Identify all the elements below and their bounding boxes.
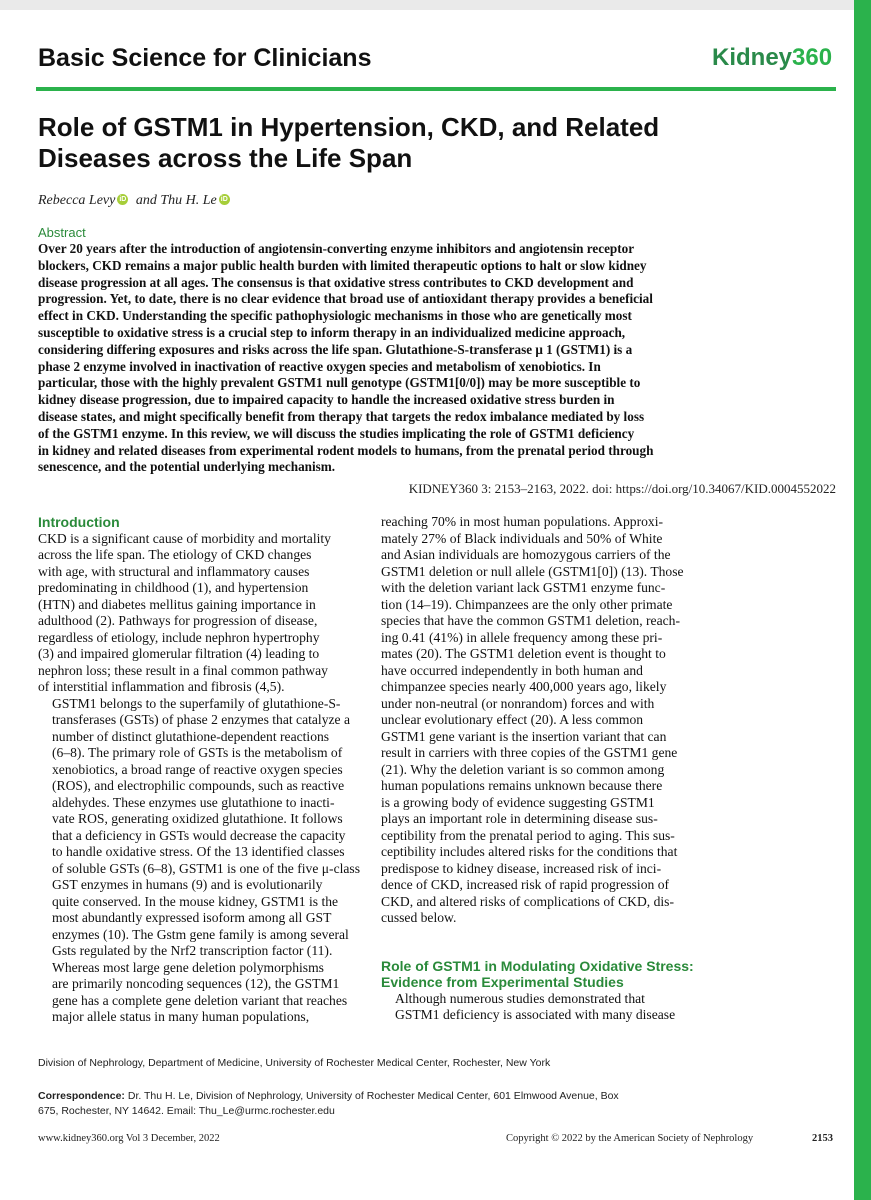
abstract-line: Over 20 years after the introduction of angiotensin-converting enzyme inhibitors and angiotensin receptor [38, 241, 635, 256]
text-line: adulthood (2). Pathways for progression of disease, [38, 613, 318, 628]
text-line: (ROS), and electrophilic compounds, such as reactive [52, 778, 345, 793]
correspondence-line-2: 675, Rochester, NY 14642. Email: Thu_Le@urmc.rochester.edu [38, 1104, 335, 1117]
text-line: with age, with structural and inflammatory causes [38, 563, 310, 579]
text-line: mates (20). The GSTM1 deletion event is thought to [381, 646, 666, 661]
text-line: are primarily noncoding sequences (12), the GSTM1 [52, 976, 340, 991]
text-line: (6–8). The primary role of GSTs is the metabolism of [52, 745, 343, 760]
section-label: Basic Science for Clinicians [38, 44, 372, 72]
text-line: vate ROS, generating oxidized glutathione. It follows [52, 811, 343, 826]
abstract-heading: Abstract [38, 225, 86, 240]
text-line: that a deficiency in GSTs would decrease the capacity [52, 827, 346, 843]
text-line: Whereas most large gene deletion polymorphisms [52, 959, 324, 975]
text-line: (21). Why the deletion variant is so common among [381, 761, 665, 777]
text-line: human populations remains unknown because there [381, 778, 663, 793]
abstract-line: kidney disease progression, due to impaired capacity to handle the increased oxidative stress burden in [38, 392, 615, 408]
section-heading-oxidative-stress: Role of GSTM1 in Modulating Oxidative Stress: [381, 957, 694, 974]
text-line: nephron loss; these result in a final common pathway [38, 662, 328, 678]
text-line: of interstitial inflammation and fibrosis (4,5). [38, 679, 285, 694]
text-line: across the life span. The etiology of CKD changes [38, 547, 312, 562]
text-line: plays an important role in determining disease sus- [381, 811, 658, 826]
title-line-1: Role of GSTM1 in Hypertension, CKD, and Related [38, 112, 660, 142]
abstract-line: of the GSTM1 enzyme. In this review, we will discuss the studies implicating the role of GSTM1 deficiency [38, 425, 635, 441]
abstract-line: considering differing exposures and risks across the life span. Glutathione-S-transferase μ 1 (GSTM1) is a [38, 341, 633, 357]
abstract-line: particular, those with the highly prevalent GSTM1 null genotype (GSTM1[0/0]) may be more susceptible to [38, 375, 641, 391]
text-line: quite conserved. In the mouse kidney, GSTM1 is the [52, 893, 339, 909]
title-line-2: Diseases across the Life Span [38, 143, 413, 173]
text-line: result in carriers with three copies of the GSTM1 gene [381, 745, 678, 760]
author-name: Rebecca Levy [38, 193, 116, 208]
text-line: of soluble GSTs (6–8), GSTM1 is one of the five μ-class [52, 860, 361, 876]
text-line: with the deletion variant lack GSTM1 enzyme func- [381, 580, 666, 595]
text-line: tion (14–19). Chimpanzees are the only other primate [381, 596, 673, 612]
text-line: gene has a complete gene deletion variant that reaches [52, 992, 348, 1008]
header-rule [36, 87, 836, 91]
text-line: (3) and impaired glomerular filtration (4) leading to [38, 646, 320, 661]
body-column-right [381, 514, 707, 1024]
text-line: Although numerous studies demonstrated that [395, 990, 645, 1006]
logo-suffix: 360 [792, 44, 833, 71]
text-line: enzymes (10). The Gstm gene family is among several [52, 926, 349, 942]
correspondence-note [38, 1089, 678, 1118]
abstract-line: in kidney and related diseases from experimental rodent models to humans, from the prenatal period through [38, 442, 654, 458]
orcid-icon[interactable]: iD [220, 196, 228, 204]
copyright-notice: Copyright © 2022 by the American Society of Nephrology [506, 1133, 754, 1144]
journal-info: www.kidney360.org Vol 3 December, 2022 [38, 1133, 220, 1144]
text-line: most abundantly expressed isoform among all GST [52, 910, 332, 925]
article-citation: KIDNEY360 3: 2153–2163, 2022. doi: https://doi.org/10.34067/KID.0004552022 [408, 481, 836, 496]
paragraph [38, 531, 364, 696]
text-line: GSTM1 belongs to the superfamily of glutathione-S- [52, 695, 341, 711]
text-line: number of distinct glutathione-dependent reactions [52, 728, 330, 744]
text-line: dence of CKD, increased risk of rapid progression of [381, 877, 670, 892]
text-line: Gsts regulated by the Nrf2 transcription factor (11). [52, 943, 333, 958]
journal-side-bar [854, 0, 871, 1200]
text-line: to handle oxidative stress. Of the 13 identified classes [52, 844, 345, 859]
body-column-left [38, 514, 364, 1026]
abstract-line: phase 2 enzyme involved in inactivation of reactive oxygen species and metabolism of xenobiotics. In [38, 358, 601, 374]
section-gap [381, 927, 707, 958]
text-line: GSTM1 deficiency is associated with many disease [395, 1007, 676, 1022]
journal-logo [712, 44, 832, 72]
text-line: cussed below. [381, 910, 457, 925]
text-line: and Asian individuals are homozygous carriers of the [381, 547, 671, 562]
text-line: transferases (GSTs) of phase 2 enzymes that catalyze a [52, 712, 350, 727]
abstract-line: effect in CKD. Understanding the specific pathophysiologic mechanisms in those who are genetically most [38, 308, 632, 324]
text-line: CKD is a significant cause of morbidity and mortality [38, 530, 331, 546]
abstract-line: senescence, and the potential underlying mechanism. [38, 459, 336, 475]
article-title [38, 112, 778, 174]
text-line: predispose to kidney disease, increased risk of inci- [381, 860, 662, 876]
abstract-line: disease states, and might specifically benefit from therapy that targets the redox imbalance mediated by loss [38, 408, 645, 424]
text-line: have occurred independently in both human and [381, 662, 643, 678]
text-line: under non-neutral (or nonrandom) forces and with [381, 695, 655, 711]
author-name: and Thu H. Le [135, 193, 217, 208]
text-line: chimpanzee species nearly 400,000 years ago, likely [381, 679, 667, 694]
abstract-line: disease progression at all ages. The consensus is that oxidative stress contributes to CKD development and [38, 274, 634, 290]
abstract-body [38, 241, 840, 476]
text-line: CKD, and altered risks of complications of CKD, dis- [381, 893, 674, 909]
paragraph [38, 960, 364, 1026]
section-heading-oxidative-stress-cont: Evidence from Experimental Studies [381, 974, 624, 990]
text-line: aldehydes. These enzymes use glutathione to inacti- [52, 794, 335, 810]
text-line: major allele status in many human populations, [52, 1009, 310, 1024]
abstract-line: progression. Yet, to date, there is no clear evidence that broad use of antioxidant therapy provides a beneficial [38, 291, 653, 307]
text-line: ceptibility from the prenatal period to aging. This sus- [381, 827, 675, 843]
page-top-edge [0, 0, 871, 10]
paragraph [381, 991, 707, 1024]
text-line: GST enzymes in humans (9) and is evolutionarily [52, 877, 323, 892]
text-line: species that have the common GSTM1 deletion, reach- [381, 613, 680, 628]
text-line: is a growing body of evidence suggesting GSTM1 [381, 794, 655, 810]
text-line: xenobiotics, a broad range of reactive oxygen species [52, 761, 343, 777]
text-line: unclear evolutionary effect (20). A less common [381, 712, 644, 727]
author-list [38, 193, 234, 209]
affiliation-note: Division of Nephrology, Department of Medicine, University of Rochester Medical Center, Rochester, New York [38, 1057, 551, 1069]
paragraph [381, 514, 707, 927]
orcid-icon[interactable]: iD [119, 196, 127, 204]
text-line: reaching 70% in most human populations. Approxi- [381, 514, 664, 529]
text-line: mately 27% of Black individuals and 50% of White [381, 530, 663, 546]
page-number: 2153 [812, 1133, 833, 1144]
text-line: GSTM1 gene variant is the insertion variant that can [381, 728, 667, 744]
abstract-line: blockers, CKD remains a major public health burden with limited therapeutic options to halt or slow kidney [38, 257, 647, 273]
text-line: GSTM1 deletion or null allele (GSTM1[0]) (13). Those [381, 563, 684, 579]
text-line: regardless of etiology, include nephron hypertrophy [38, 629, 320, 645]
text-line: predominating in childhood (1), and hypertension [38, 580, 309, 595]
text-line: (HTN) and diabetes mellitus gaining importance in [38, 596, 316, 612]
paragraph [38, 696, 364, 960]
section-heading-introduction: Introduction [38, 514, 120, 530]
abstract-line: susceptible to oxidative stress is a crucial step to inform therapy in an individualized medicine approach, [38, 324, 626, 340]
text-line: ceptibility includes altered risks for the conditions that [381, 844, 678, 859]
text-line: ing 0.41 (41%) in allele frequency among these pri- [381, 629, 663, 645]
logo-prefix: Kidney [712, 44, 793, 71]
correspondence-line-1: Dr. Thu H. Le, Division of Nephrology, University of Rochester Medical Center, 601 Elmwood Avenue, Box [127, 1090, 619, 1102]
correspondence-label: Correspondence: [38, 1090, 125, 1102]
